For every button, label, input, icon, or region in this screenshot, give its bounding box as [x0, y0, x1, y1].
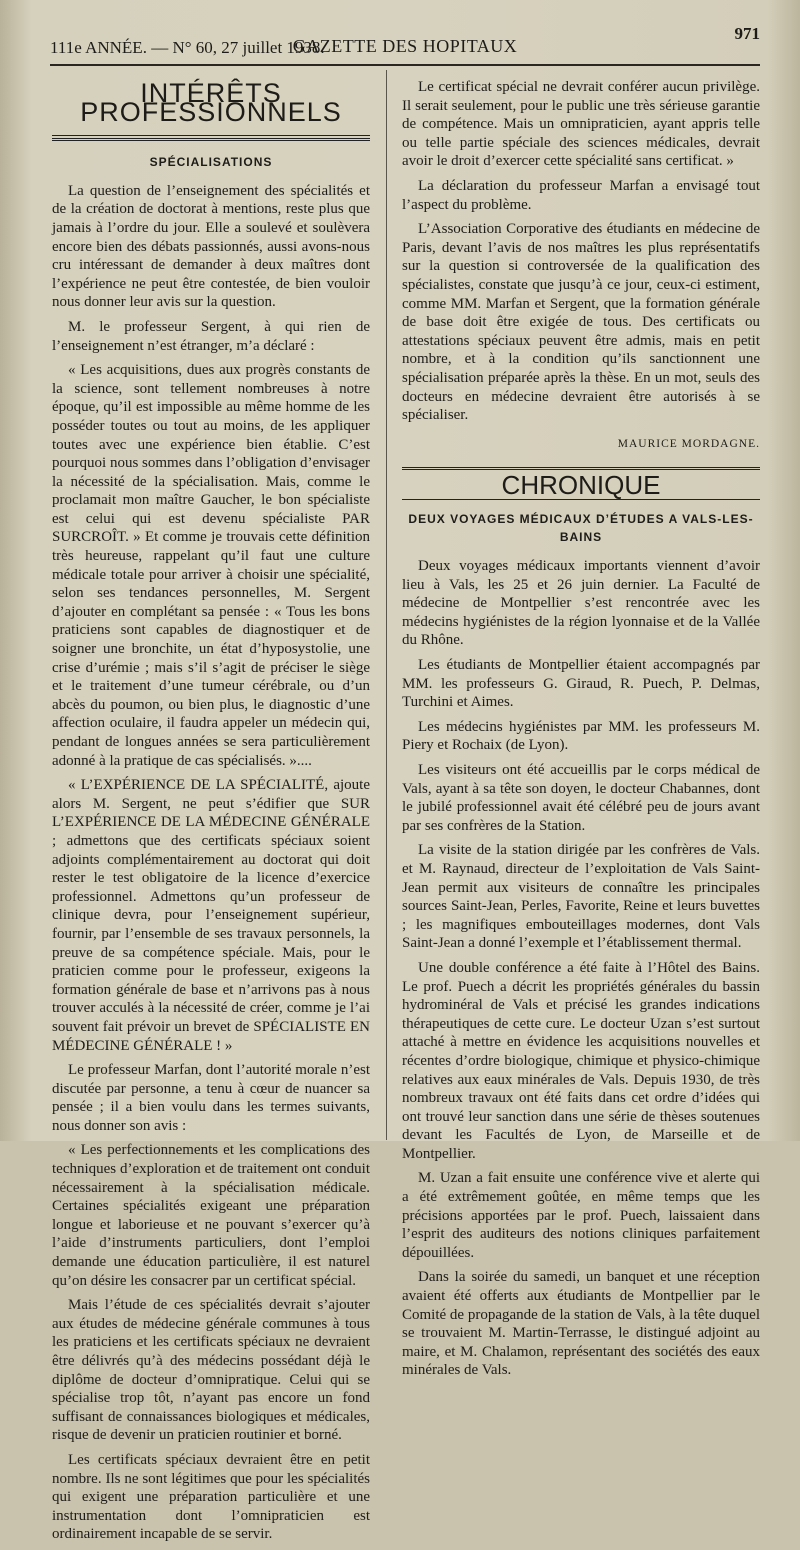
column-divider: [386, 70, 387, 1140]
paragraph: Une double conférence a été faite à l’Hôtel des Bains. Le prof. Puech a décrit les propriétés générales du bassin hydrominéral de Vals et précisé les grandes indications thérapeutiques de cette cure. Le docteur Uzan s’est surtout attaché à mettre en évidence les acquisitions nouvelles et récentes d’ordre biologique, chimique et physico-chimique relatives aux eaux minérales de Vals. Depuis 1930, de très nombreux travaux ont été faits dans cet ordre d’idées qui ont trouvé leur sanction dans une série de thèses soutenues devant les Facultés de Lyon, de Marseille et de Montpellier.: [402, 959, 760, 1162]
paragraph: Les visiteurs ont été accueillis par le corps médical de Vals, ayant à sa tête son doyen, le docteur Chabannes, dont le jubilé professionnel avait été célébré peu de jours avant par ses confrères de la Station.: [402, 762, 760, 834]
paragraph: M. Uzan a fait ensuite une conférence vive et alerte qui a été extrêmement goûtée, en même temps que les précisions apportées par le prof. Puech, laissaient dans l’esprit des auditeurs des notions cliniques parfaitement dépouillées.: [402, 1170, 760, 1261]
page-number: 971: [734, 24, 760, 43]
paragraph: Les certificats spéciaux devraient être en petit nombre. Ils ne sont légitimes que pour les spécialités qui exigent une préparation particulière et une instrumentation dont l’omnipraticien est ordinairement incapable de se servir.: [52, 1451, 370, 1543]
chronique-header: [402, 467, 760, 500]
paragraph: Deux voyages médicaux importants viennent d’avoir lieu à Vals, les 25 et 26 juin dernier. La Faculté de médecine de Montpellier s’est rencontrée avec les médecins hygiénistes de la région lyonnaise et de la Vallée du Rhône.: [402, 558, 760, 649]
title-rule: [52, 135, 370, 141]
issue-line: 111e ANNÉE. — N° 60, 27 juillet 1938.: [50, 38, 325, 57]
paragraph: Les étudiants de Montpellier étaient accompagnés par MM. les professeurs G. Giraud, R. Puech, P. Delmas, Turchini et Aimes.: [402, 657, 760, 711]
chronique-title: CHRONIQUE: [501, 470, 661, 501]
paragraph: La question de l’enseignement des spécialités et de la création de doctorat à mentions, reste plus que jamais à l’ordre du jour. Elle a soulevé et soulèvera encore bien des débats passionnés, aussi avons-nous cru intéressant de demander à deux maîtres dont l’expérience ne peut être contestée, de bien vouloir nous donner leur avis sur la question.: [52, 182, 370, 311]
paragraph: Dans la soirée du samedi, un banquet et une réception avaient été offerts aux étudiants de Montpellier par le Comité de propagande de la station de Vals, à la tête duquel se trouvaient M. Martin-Terrasse, le distingué adjoint au maire, et M. Chalamon, représentant des sociétés des eaux minérales de Vals.: [402, 1269, 760, 1379]
paragraph: « Les perfectionnements et les complications des techniques d’exploration et de traitement ont conduit nécessairement à la spécialisation médicale. Certaines spécialités exigeant une préparation longue et laborieuse et ne pouvant s’exercer qu’à l’aide d’instruments particuliers, dont l’emploi demande une éducation particulière, il est naturel qu’on désire les consacrer par un certificat spécial.: [52, 1142, 370, 1289]
paragraph: « Les acquisitions, dues aux progrès constants de la science, sont tellement nombreuses à notre époque, qu’il est impossible au même homme de les posséder toutes ou tout au moins, de les appliquer toutes avec une expérience bien établie. C’est pourquoi nous sommes dans l’obligation d’envisager la nécessité de la spécialisation. Mais, comme le proclamait mon maître Gaucher, le bon spécialiste est celui qui est devenu spécialiste PAR SURCROÎT. » Et comme je trouvais cette définition très heureuse, rappelant qu’il faut une culture médicale totale pour arriver à choisir une spécialité, selon ses tendances personnelles, M. Sergent d’ajouter en complétant sa pensée : « Tous les bons praticiens sont capables de diagnostiquer et de soigner une bronchite, un état d’hyposystolie, une crise d’urémie ; mais s’il s’agit de préciser le siège et le traitement d’une tumeur cérébrale, ou d’un abcès du poumon, ou bien plus, le diagnostic d’une affection oculaire, il faudra appeler un médecin qui, pendant de longues années se sera particulièrement adonné à la pratique de cas spécialisés. »....: [52, 362, 370, 769]
author-signature: MAURICE MORDAGNE.: [617, 437, 760, 450]
journal-name: GAZETTE DES HOPITAUX: [292, 36, 518, 56]
paragraph: Le certificat spécial ne devrait conférer aucun privilège. Il serait seulement, pour le public une très sérieuse garantie de compétence. Mais un omnipraticien, ayant appris telle ou telle partie spéciale des sciences médicales, devrait avoir le droit d’exercer cette spécialité sans certificat. »: [402, 79, 760, 170]
paragraph: Mais l’étude de ces spécialités devrait s’ajouter aux études de médecine générale communes à tous les praticiens et les certificats spéciaux ne devraient être délivrés qu’à des médecins possédant déjà le diplôme de docteur d’omnipratique. Celui qui se spécialise trop tôt, n’ayant pas encore un fond suffisant de connaissances biologiques et médicales, risque de devenir un praticien routinier et borné.: [52, 1297, 370, 1444]
paragraph: La visite de la station dirigée par les confrères de Vals. et M. Raynaud, directeur de l’exploitation de Vals Saint-Jean permit aux visiteurs de connaître les principales sources Saint-Jean, Perles, Favorite, Reine et leurs buvettes ; les magnifiques embouteillages modernes, dont Vals Saint-Jean a donné l’exemple et l’établissement thermal.: [402, 842, 760, 952]
chronique-subtitle: DEUX VOYAGES MÉDICAUX D’ÉTUDES A VALS-LES-BAINS: [408, 511, 754, 545]
right-column: [402, 78, 760, 1386]
paragraph: La déclaration du professeur Marfan a envisagé tout l’aspect du problème.: [402, 177, 760, 213]
page-header: [50, 24, 760, 66]
paragraph: « L’EXPÉRIENCE DE LA SPÉCIALITÉ, ajoute alors M. Sergent, ne peut s’édifier que SUR L’EXPÉRIENCE DE LA MÉDECINE GÉNÉRALE ; admettons que des certificats spéciaux soient adjoints complémentairement au doctorat qui doit rester le test obligatoire de la licence d’exercice professionnel. Admettons qu’un professeur de clinique devra, pour l’enseignement supérieur, fournir, par l’ensemble de ses travaux personnels, la preuve de sa compétence spéciale. Mais, pour le praticien comme pour le professeur, exigeons la formation générale de base et n’arrivons pas à nous trouver acculés à la nécessité de créer, comme je l’ai souvent fait prévoir un brevet de SPÉCIALISTE EN MÉDECINE GÉNÉRALE ! »: [52, 777, 370, 1054]
paragraph: Les médecins hygiénistes par MM. les professeurs M. Piery et Rochaix (de Lyon).: [402, 718, 760, 754]
left-column: [52, 78, 370, 1550]
section-title: INTÉRÊTS PROFESSIONNELS: [80, 78, 342, 127]
paragraph: Le professeur Marfan, dont l’autorité morale n’est discutée par personne, a tenu à cœur de nuancer sa pensée ; il a bien voulu dans les termes suivants, nous donner son avis :: [52, 1062, 370, 1134]
paragraph: L’Association Corporative des étudiants en médecine de Paris, devant l’avis de nos maîtres les plus représentatifs sur la question si controversée de la qualification des spécialistes, constate que jusqu’à ce jour, ceux-ci estiment, comme MM. Marfan et Sergent, que la formation générale de base doit être exigée de tous. Des certificats ou attestations spéciaux peuvent être admis, mais en petit nombre, et à la condition qu’ils sanctionnent une spécialisation préparée après la thèse. En un mot, seuls des docteurs en médecine devraient être autorisés à se spécialiser.: [402, 221, 760, 424]
article-subtitle: SPÉCIALISATIONS: [149, 155, 273, 170]
paragraph: M. le professeur Sergent, à qui rien de l’enseignement n’est étranger, m’a déclaré :: [52, 318, 370, 354]
